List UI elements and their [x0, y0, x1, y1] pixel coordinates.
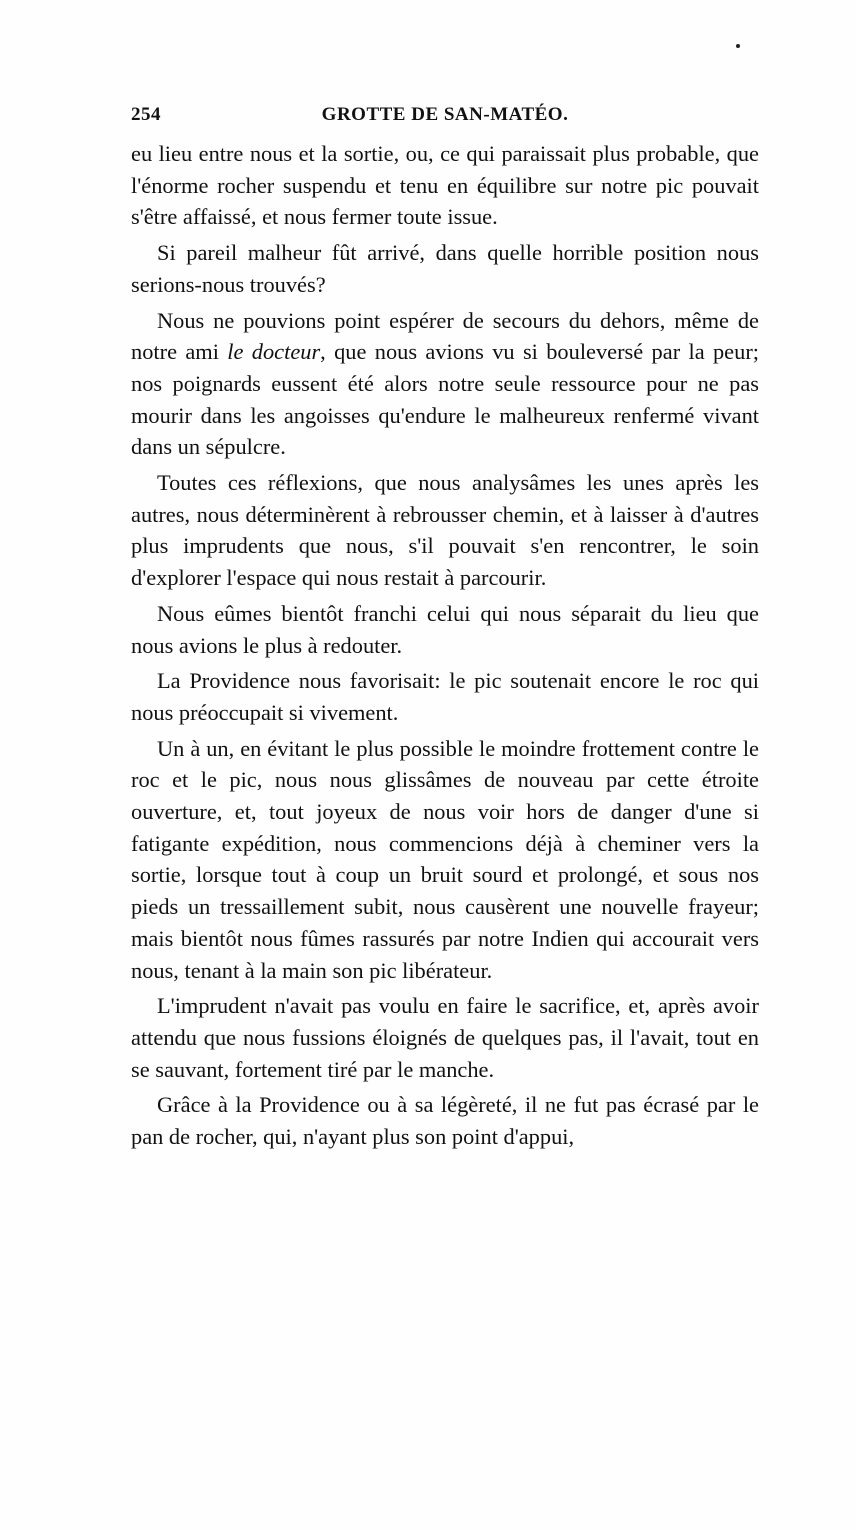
paragraph-7: Un à un, en évitant le plus possible le moindre frottement contre le roc et le pic, nous nous glissâmes de nouveau par cette étroite ouverture, et, tout joyeux de nous voir hors de danger d'une si fatigante expédition, nous commencions déjà à cheminer vers la sortie, lorsque tout à coup un bruit sourd et prolongé, et sous nos pieds un tressaillement subit, nous causèrent une nouvelle frayeur; mais bientôt nous fûmes rassurés par notre Indien qui accourait vers nous, tenant à la main son pic libérateur.: [131, 735, 759, 983]
paragraph-3-text-a: Nous ne pouvions point espérer de secours du dehors, même de notre ami: [131, 307, 759, 365]
paragraph-2: Si pareil malheur fût arrivé, dans quelle horrible position nous serions-nous trouvés?: [131, 240, 759, 297]
paragraph-3-text-b: , que nous avions vu si bouleversé par la peur; nos poignards eussent été alors notre seule ressource pour ne pas mourir dans les angoisses qu'endure le malheureux renfermé vivant dans un sépulcre.: [131, 339, 759, 460]
paragraph-6: La Providence nous favorisait: le pic soutenait encore le roc qui nous préoccupait si vivement.: [131, 668, 759, 725]
running-head: [131, 104, 759, 134]
paragraph-3: [131, 305, 759, 464]
ink-speck: [736, 44, 740, 48]
paragraph-1: eu lieu entre nous et la sortie, ou, ce qui paraissait plus probable, que l'énorme rocher suspendu et tenu en équilibre sur notre pic pouvait s'être affaissé, et nous fermer toute issue.: [131, 141, 759, 230]
paragraph-4: Toutes ces réflexions, que nous analysâmes les unes après les autres, nous déterminèrent à rebrousser chemin, et à laisser à d'autres plus imprudents que nous, s'il pouvait s'en rencontrer, le soin d'explorer l'espace qui nous restait à parcourir.: [131, 470, 759, 591]
running-title: GROTTE DE SAN-MATÉO.: [321, 104, 569, 125]
paragraph-8: L'imprudent n'avait pas voulu en faire le sacrifice, et, après avoir attendu que nous fussions éloignés de quelques pas, il l'avait, tout en se sauvant, fortement tiré par le manche.: [131, 993, 759, 1082]
page-number: 254: [131, 104, 161, 125]
body-text: [131, 138, 759, 1153]
paragraph-9: Grâce à la Providence ou à sa légèreté, il ne fut pas écrasé par le pan de rocher, qui, n'ayant plus son point d'appui,: [131, 1092, 759, 1150]
paragraph-5: Nous eûmes bientôt franchi celui qui nous séparait du lieu que nous avions le plus à redouter.: [131, 600, 759, 658]
italic-le-docteur: le docteur: [227, 339, 321, 365]
